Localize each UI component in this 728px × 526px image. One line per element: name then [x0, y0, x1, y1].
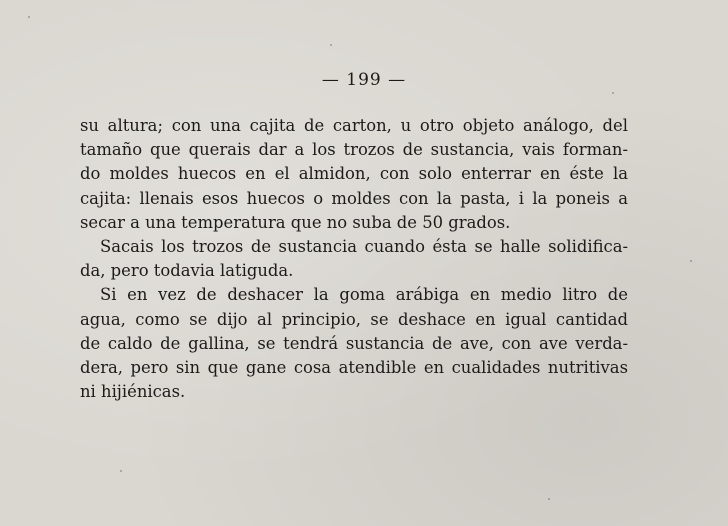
text-line: ni hijiénicas.	[80, 382, 186, 402]
text-line: de caldo de gallina, se tendrá sustancia de ave, con ave verda-	[80, 333, 628, 353]
text-line: Si en vez de deshacer la goma arábiga en medio litro de	[100, 285, 628, 305]
paper-speck	[612, 92, 614, 94]
text-line: Sacais los trozos de sustancia cuando ésta se halle solidifica-	[100, 236, 628, 256]
text-line: agua, como se dijo al principio, se deshace en igual cantidad	[80, 309, 628, 329]
text-line: do moldes huecos en el almidon, con solo enterrar en éste la	[80, 164, 628, 184]
paper-speck	[690, 260, 692, 262]
text-line: dera, pero sin que gane cosa atendible en cualidades nutritivas	[80, 357, 628, 377]
text-line: secar a una temperatura que no suba de 50 grados.	[80, 212, 511, 232]
paper-speck	[120, 470, 122, 472]
body-text	[80, 114, 628, 404]
text-line: da, pero todavia latiguda.	[80, 261, 294, 281]
paper-speck	[548, 498, 550, 500]
text-line: cajita: llenais esos huecos o moldes con la pasta, i la poneis a	[80, 188, 628, 208]
paper-speck	[330, 44, 332, 46]
text-line: su altura; con una cajita de carton, u otro objeto análogo, del	[80, 116, 628, 135]
text-line: tamaño que querais dar a los trozos de sustancia, vais forman-	[80, 140, 628, 160]
paper-speck	[28, 16, 30, 18]
page-number: — 199 —	[321, 70, 407, 90]
